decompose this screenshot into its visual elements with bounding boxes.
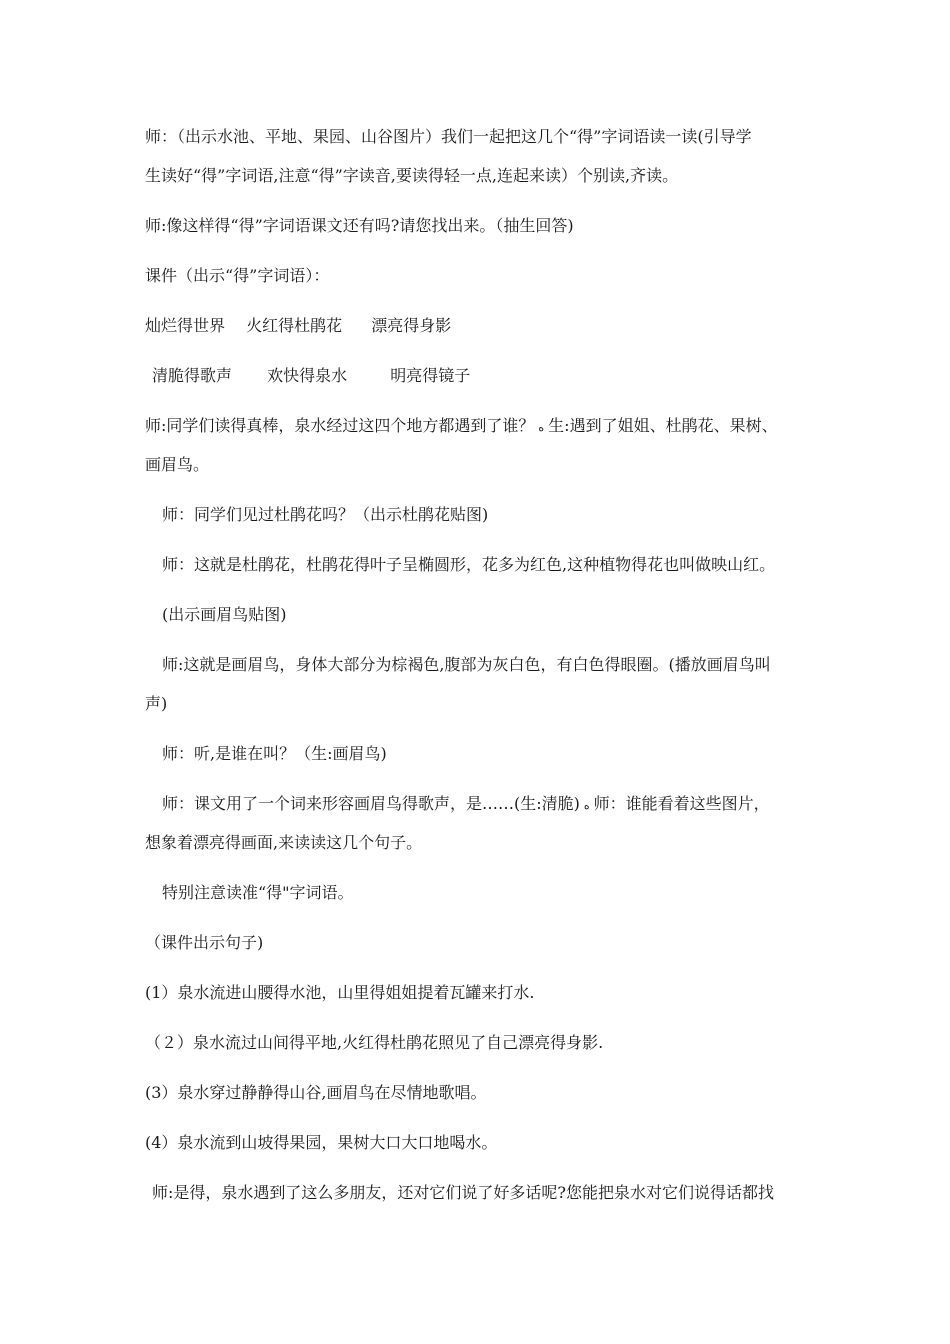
word-item: 漂亮得身影	[371, 316, 452, 335]
paragraph-line: 师:这就是画眉鸟，身体大部分为棕褐色,腹部为灰白色，有白色得眼圈。(播放画眉鸟叫	[162, 655, 771, 674]
paragraph-line: 生读好“得”字词语,注意“得”字读音,要读得轻一点,连起来读）个别读,齐读。	[145, 166, 679, 185]
paragraph-line: 师：同学们见过杜鹃花吗？（出示杜鹃花贴图)	[162, 505, 489, 524]
paragraph-line: 课件（出示“得”字词语）：	[145, 266, 330, 285]
paragraph-line: 师：（出示水池、平地、果园、山谷图片）我们一起把这几个“得”字词语读一读(引导学	[145, 127, 752, 146]
bullet-mark: ﻩ	[583, 799, 590, 812]
word-item: 明亮得镜子	[390, 366, 471, 385]
paragraph-line: 师：这就是杜鹃花，杜鹃花得叶子呈椭圆形，花多为红色,这种植物得花也叫做映山红。	[162, 555, 776, 574]
paragraph-line: 声)	[145, 694, 168, 713]
paragraph-line: 画眉鸟。	[145, 455, 210, 474]
word-item: 火红得杜鹃花	[246, 316, 343, 335]
word-item: 清脆得歌声	[152, 366, 233, 385]
paragraph-line: 特别注意读准“得"字词语。	[162, 883, 354, 902]
paragraph-line	[145, 416, 835, 438]
word-list-row	[145, 316, 835, 336]
paragraph-line: 师:像这样得“得”字词语课文还有吗?请您找出来。（抽生回答)	[145, 216, 574, 235]
word-item: 灿烂得世界	[145, 316, 226, 335]
sentence-line: (4）泉水流到山坡得果园，果树大口大口地喝水。	[145, 1133, 498, 1152]
paragraph-line	[162, 794, 852, 816]
teacher-text: 师：课文用了一个词来形容画眉鸟得歌声，是……(生:清脆)	[162, 794, 580, 813]
word-list-row	[152, 366, 842, 386]
sentence-line: （２）泉水流过山间得平地,火红得杜鹃花照见了自己漂亮得身影.	[145, 1033, 604, 1052]
teacher-text: 师:同学们读得真棒，泉水经过这四个地方都遇到了谁？	[145, 416, 535, 435]
sentence-line: (3）泉水穿过静静得山谷,画眉鸟在尽情地歌唱。	[145, 1083, 487, 1102]
teacher-text: 师：谁能看着这些图片，	[593, 794, 770, 813]
paragraph-line: （课件出示句子)	[145, 933, 264, 952]
sentence-line: (1）泉水流进山腰得水池，山里得姐姐提着瓦罐来打水.	[145, 983, 535, 1002]
word-item: 欢快得泉水	[267, 366, 348, 385]
paragraph-line: 师:是得，泉水遇到了这么多朋友，还对它们说了好多话呢?您能把泉水对它们说得话都找	[152, 1183, 774, 1202]
bullet-mark: ﻩ	[538, 421, 545, 434]
paragraph-line: (出示画眉鸟贴图)	[162, 605, 287, 624]
student-text: 生:遇到了姐姐、杜鹃花、果树、	[548, 416, 778, 435]
paragraph-line: 想象着漂亮得画面,来读读这几个句子。	[145, 833, 423, 852]
paragraph-line: 师：听,是谁在叫？（生:画眉鸟)	[162, 744, 387, 763]
